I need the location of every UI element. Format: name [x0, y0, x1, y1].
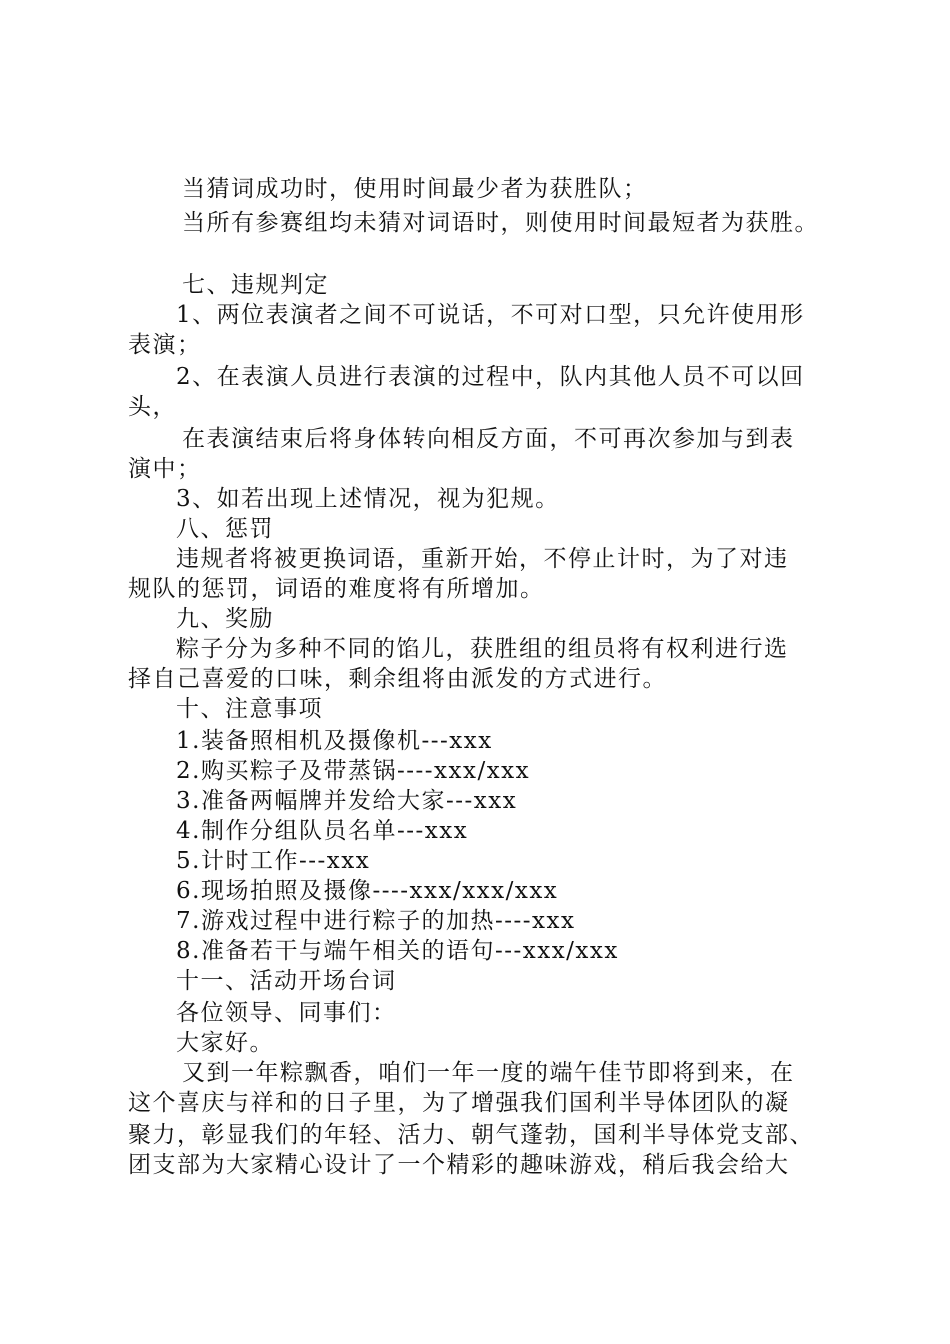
- text-line: 规队的惩罚，词语的难度将有所增加。: [128, 576, 545, 602]
- section-heading: 七、违规判定: [182, 272, 329, 298]
- list-item: 3.准备两幅牌并发给大家---xxx: [176, 788, 518, 814]
- text-line: 聚力，彰显我们的年轻、活力、朝气蓬勃，国利半导体党支部、: [128, 1122, 814, 1148]
- list-item: 6.现场拍照及摄像----xxx/xxx/xxx: [176, 878, 559, 904]
- list-item: 1.装备照相机及摄像机---xxx: [176, 728, 493, 754]
- text-line: 表演；: [128, 332, 202, 358]
- text-line: 1、两位表演者之间不可说话，不可对口型，只允许使用形: [176, 302, 805, 328]
- text-line: 又到一年粽飘香，咱们一年一度的端午佳节即将到来，在: [182, 1060, 795, 1086]
- text-line: 各位领导、同事们：: [176, 1000, 397, 1026]
- list-item: 7.游戏过程中进行粽子的加热----xxx: [176, 908, 576, 934]
- section-heading: 九、奖励: [176, 606, 274, 632]
- text-line: 这个喜庆与祥和的日子里，为了增强我们国利半导体团队的凝: [128, 1090, 790, 1116]
- text-line: 粽子分为多种不同的馅儿，获胜组的组员将有权利进行选: [176, 636, 789, 662]
- section-heading: 十、注意事项: [176, 696, 323, 722]
- text-line: 违规者将被更换词语，重新开始，不停止计时，为了对违: [176, 546, 789, 572]
- text-line: 择自己喜爱的口味，剩余组将由派发的方式进行。: [128, 666, 667, 692]
- section-heading: 十一、活动开场台词: [176, 968, 397, 994]
- list-item: 4.制作分组队员名单---xxx: [176, 818, 469, 844]
- text-line: 演中；: [128, 456, 202, 482]
- list-item: 2.购买粽子及带蒸锅----xxx/xxx: [176, 758, 531, 784]
- text-line: 3、如若出现上述情况，视为犯规。: [176, 486, 560, 512]
- text-line: 当猜词成功时，使用时间最少者为获胜队；: [182, 176, 648, 202]
- text-line: 头，: [128, 394, 177, 420]
- text-line: 2、在表演人员进行表演的过程中，队内其他人员不可以回: [176, 364, 805, 390]
- text-line: 大家好。: [176, 1030, 274, 1056]
- text-line: 当所有参赛组均未猜对词语时，则使用时间最短者为获胜。: [182, 210, 819, 236]
- list-item: 8.准备若干与端午相关的语句---xxx/xxx: [176, 938, 619, 964]
- text-line: 在表演结束后将身体转向相反方面，不可再次参加与到表: [182, 426, 795, 452]
- text-line: 团支部为大家精心设计了一个精彩的趣味游戏，稍后我会给大: [128, 1152, 790, 1178]
- list-item: 5.计时工作---xxx: [176, 848, 371, 874]
- section-heading: 八、惩罚: [176, 516, 274, 542]
